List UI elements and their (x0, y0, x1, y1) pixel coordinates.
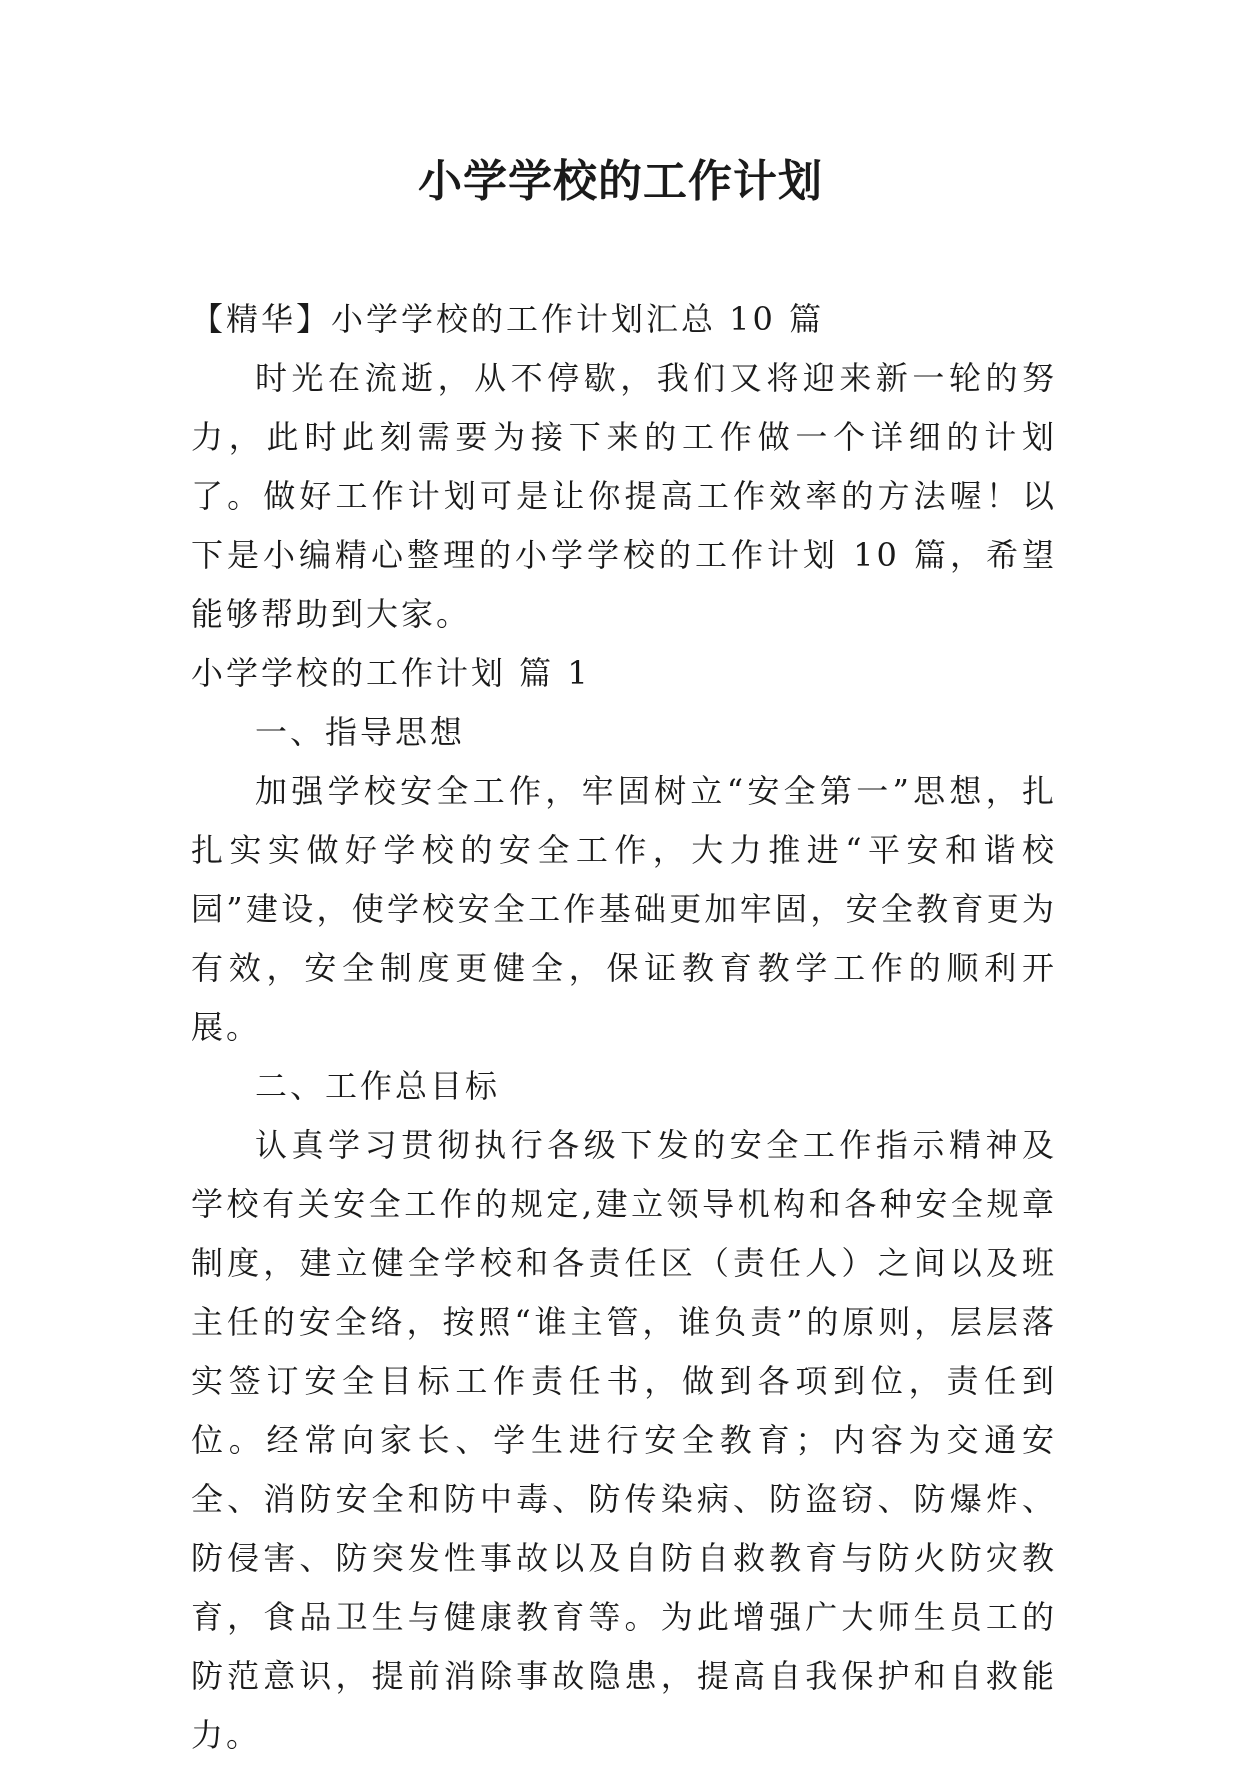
heading-overall-goal: 二、工作总目标 (255, 1067, 501, 1105)
section-heading: 小学学校的工作计划 篇 1 (191, 654, 591, 692)
intro-paragraph: 时光在流逝，从不停歇，我们又将迎来新一轮的努力，此时此刻需要为接下来的工作做一个详细的计划了。做好工作计划可是让你提高工作效率的方法喔！以下是小编精心整理的小学学校的工作计划 10 篇，希望能够帮助到大家。 (191, 359, 1057, 633)
paragraph-guiding-thought: 加强学校安全工作，牢固树立“安全第一”思想，扎扎实实做好学校的安全工作，大力推进“平安和谐校园”建设，使学校安全工作基础更加牢固，安全教育更为有效，安全制度更健全，保证教育教学工作的顺利开展。 (191, 772, 1057, 1046)
subtitle-line: 【精华】小学学校的工作计划汇总 10 篇 (191, 300, 825, 338)
paragraph-overall-goal: 认真学习贯彻执行各级下发的安全工作指示精神及学校有关安全工作的规定,建立领导机构和各种安全规章制度，建立健全学校和各责任区（责任人）之间以及班主任的安全络，按照“谁主管，谁负责”的原则，层层落实签订安全目标工作责任书，做到各项到位，责任到位。经常向家长、学生进行安全教育；内容为交通安全、消防安全和防中毒、防传染病、防盗窃、防爆炸、防侵害、防突发性事故以及自防自救教育与防火防灾教育，食品卫生与健康教育等。为此增强广大师生员工的防范意识，提前消除事故隐患，提高自我保护和自救能力。 (191, 1126, 1057, 1754)
document-title: 小学学校的工作计划 (418, 156, 823, 207)
heading-guiding-thought: 一、指导思想 (255, 713, 466, 751)
document-body (191, 290, 1057, 1765)
